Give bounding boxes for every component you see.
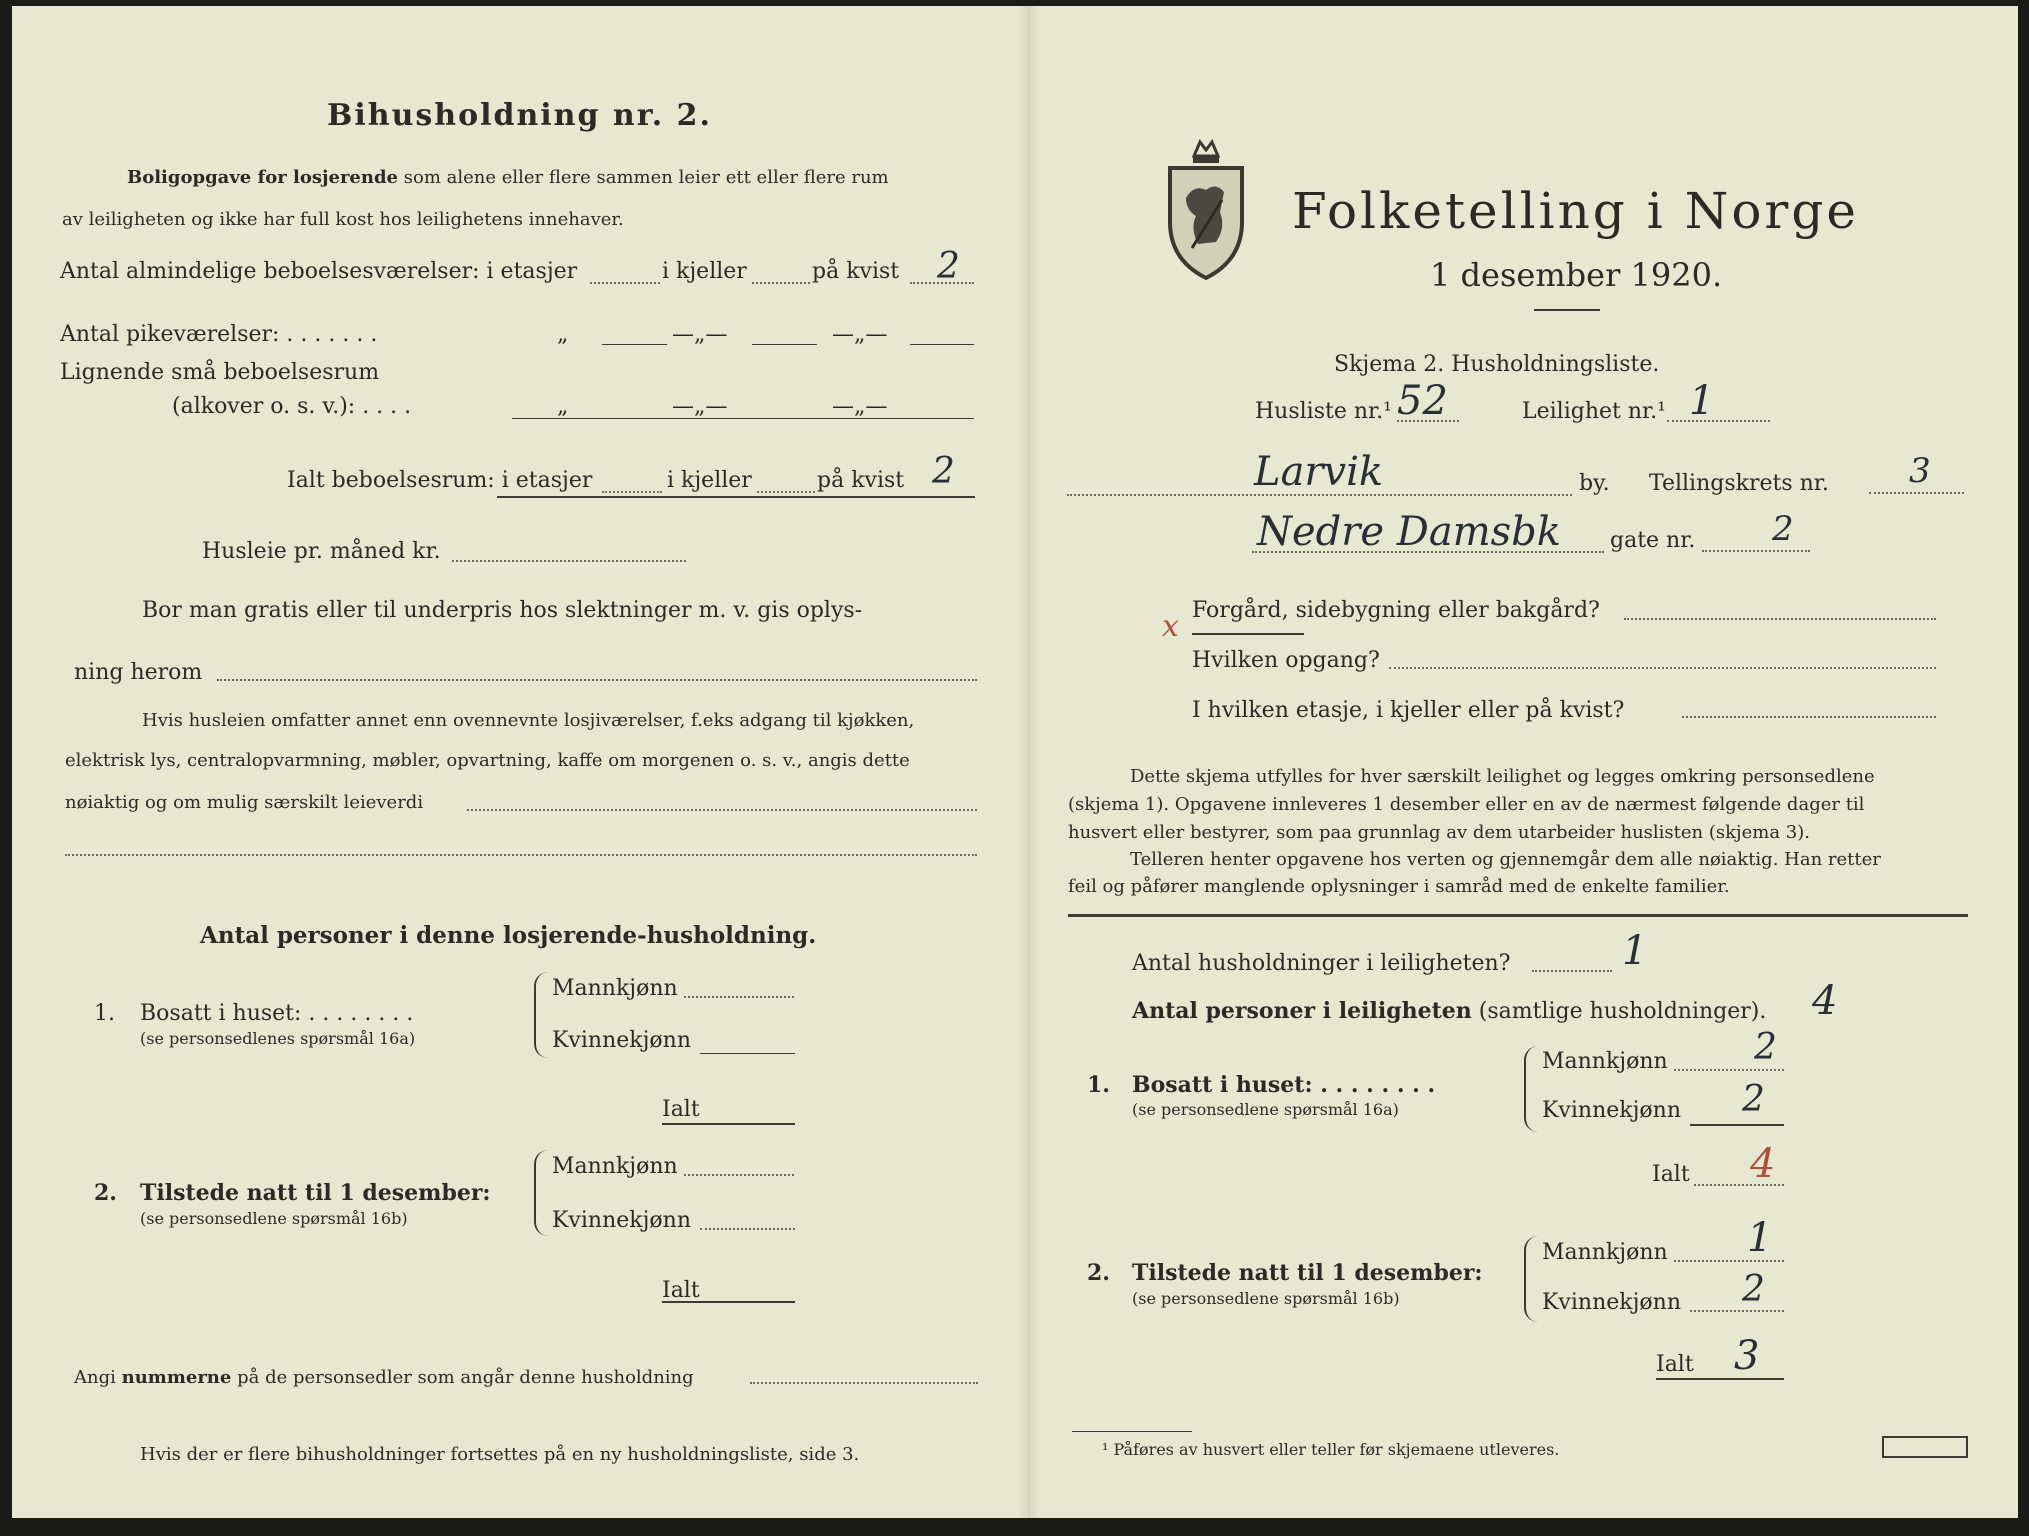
leilighet-value: 1 bbox=[1689, 378, 1715, 424]
right-q1-mann-field[interactable] bbox=[1674, 1069, 1784, 1071]
rooms-kjeller-field[interactable] bbox=[752, 282, 810, 284]
etasje-label: I hvilken etasje, i kjeller eller på kvist? bbox=[1192, 698, 1625, 723]
instr-line-1: Dette skjema utfylles for hver særskilt leilighet og legges omkring personsedlene bbox=[1130, 766, 1875, 787]
angi-field[interactable] bbox=[750, 1382, 978, 1384]
alkover-ditto-3: —„— bbox=[832, 394, 888, 419]
left-q2-kvinne-label: Kvinnekjønn bbox=[552, 1208, 691, 1233]
printer-stamp bbox=[1882, 1436, 1968, 1458]
right-q2-sub: (se personsedlene spørsmål 16b) bbox=[1132, 1289, 1400, 1308]
right-q1-ialt-value: 4 bbox=[1750, 1141, 1776, 1187]
right-q2-num: 2. bbox=[1087, 1260, 1110, 1286]
hvis-line-1: Hvis husleien omfatter annet enn ovennevnte losjiværelser, f.eks adgang til kjøkken, bbox=[142, 710, 915, 731]
ialt-rooms-label: Ialt beboelsesrum: i etasjer bbox=[287, 468, 593, 493]
right-date: 1 desember 1920. bbox=[1430, 256, 1723, 294]
left-q1-sub: (se personsedlenes spørsmål 16a) bbox=[140, 1029, 416, 1048]
left-q2-brace bbox=[534, 1150, 548, 1236]
pike-ditto-3: —„— bbox=[832, 322, 888, 347]
gate-nr-field[interactable] bbox=[1702, 550, 1810, 552]
skjema-label: Skjema 2. Husholdningsliste. bbox=[1334, 352, 1660, 377]
forgard-mark: x bbox=[1162, 609, 1179, 644]
rooms-kjeller-label: i kjeller bbox=[662, 259, 747, 284]
alkover-label: (alkover o. s. v.): . . . . bbox=[172, 394, 412, 419]
gate-nr-value: 2 bbox=[1772, 509, 1794, 549]
right-q2-kvinne-label: Kvinnekjønn bbox=[1542, 1290, 1681, 1315]
instr-line-3: husvert eller bestyrer, som paa grunnlag av dem utarbeider huslisten (skjema 3). bbox=[1068, 822, 1810, 843]
pike-ditto-2: —„— bbox=[672, 322, 728, 347]
footnote-rule bbox=[1072, 1431, 1192, 1432]
right-q1-kvinne-field[interactable] bbox=[1690, 1124, 1784, 1126]
tellingskrets-label: Tellingskrets nr. bbox=[1649, 471, 1829, 496]
right-q2-ialt-value: 3 bbox=[1734, 1333, 1760, 1379]
alkover-ditto-1: „ bbox=[557, 394, 569, 419]
forgard-label: Forgård, sidebygning eller bakgård? bbox=[1192, 598, 1600, 623]
left-q1-ialt-label: Ialt bbox=[662, 1097, 700, 1122]
left-q2-ialt-field[interactable] bbox=[662, 1301, 795, 1303]
left-q1-brace bbox=[534, 972, 548, 1058]
gate-label: gate nr. bbox=[1610, 528, 1696, 553]
right-q1-label: Bosatt i huset: . . . . . . . . bbox=[1132, 1072, 1436, 1098]
forgard-underline-mark bbox=[1192, 633, 1304, 635]
left-q2-label: Tilstede natt til 1 desember: bbox=[140, 1180, 491, 1206]
households-value: 1 bbox=[1622, 928, 1648, 974]
husliste-label: Husliste nr.¹ bbox=[1255, 399, 1392, 424]
rooms-label: Antal almindelige beboelsesværelser: i etasjer bbox=[60, 259, 578, 284]
alkover-field[interactable] bbox=[512, 418, 974, 419]
ialt-rooms-underline bbox=[497, 496, 975, 498]
leilighet-label: Leilighet nr.¹ bbox=[1522, 399, 1666, 424]
households-label: Antal husholdninger i leiligheten? bbox=[1132, 951, 1511, 976]
right-q1-kvinne-label: Kvinnekjønn bbox=[1542, 1098, 1681, 1123]
ialt-kvist-value: 2 bbox=[932, 451, 955, 492]
right-q2-kvinne-value: 2 bbox=[1742, 1269, 1765, 1310]
lignende-label: Lignende små beboelsesrum bbox=[60, 360, 380, 385]
ialt-kjeller-field[interactable] bbox=[757, 491, 815, 493]
hvis-line-3: nøiaktig og om mulig særskilt leieverdi bbox=[65, 792, 424, 813]
right-q1-ialt-label: Ialt bbox=[1652, 1162, 1690, 1187]
alkover-ditto-2: —„— bbox=[672, 394, 728, 419]
pike-label: Antal pikeværelser: . . . . . . . bbox=[60, 322, 378, 347]
norway-coat-of-arms-icon bbox=[1164, 136, 1248, 286]
left-q1-mann-field[interactable] bbox=[684, 996, 794, 998]
intro-line-2: av leiligheten og ikke har full kost hos leilighetens innehaver. bbox=[62, 209, 624, 230]
left-q1-label: Bosatt i huset: . . . . . . . . bbox=[140, 1001, 414, 1026]
left-q2-kvinne-field[interactable] bbox=[700, 1228, 795, 1230]
by-label: by. bbox=[1579, 471, 1610, 496]
left-footer: Hvis der er flere bihusholdninger fortsettes på en ny husholdningsliste, side 3. bbox=[140, 1444, 860, 1465]
persons-value: 4 bbox=[1812, 978, 1838, 1024]
gratis-line-1: Bor man gratis eller til underpris hos slektninger m. v. gis oplys- bbox=[142, 598, 863, 623]
forgard-field[interactable] bbox=[1624, 618, 1936, 620]
gate-field[interactable] bbox=[1252, 551, 1604, 553]
ialt-kvist-label: på kvist bbox=[817, 468, 905, 493]
leilighet-field[interactable] bbox=[1667, 420, 1770, 422]
instr-line-5: feil og påfører manglende oplysninger i samråd med de enkelte familier. bbox=[1068, 876, 1730, 897]
hvis-line-2: elektrisk lys, centralopvarmning, møbler, opvartning, kaffe om morgenen o. s. v., angis dette bbox=[65, 750, 910, 771]
right-q1-mann-label: Mannkjønn bbox=[1542, 1049, 1668, 1074]
right-q2-ialt-field[interactable] bbox=[1656, 1378, 1784, 1380]
husliste-value: 52 bbox=[1397, 378, 1448, 424]
right-q1-brace bbox=[1524, 1046, 1538, 1132]
left-q2-sub: (se personsedlene spørsmål 16b) bbox=[140, 1209, 408, 1228]
left-q2-num: 2. bbox=[94, 1180, 117, 1206]
rooms-kvist-value: 2 bbox=[937, 246, 960, 287]
rooms-etasjer-field[interactable] bbox=[590, 282, 660, 284]
rooms-kvist-label: på kvist bbox=[812, 259, 900, 284]
hvis-field-1[interactable] bbox=[467, 809, 977, 811]
right-q1-sub: (se personsedlene spørsmål 16a) bbox=[1132, 1100, 1399, 1119]
title-rule bbox=[1534, 309, 1600, 311]
left-q2-mann-label: Mannkjønn bbox=[552, 1154, 678, 1179]
right-footnote: ¹ Påføres av husvert eller teller før skjemaene utleveres. bbox=[1102, 1440, 1560, 1459]
right-q1-kvinne-value: 2 bbox=[1742, 1079, 1765, 1120]
by-value: Larvik bbox=[1254, 449, 1384, 495]
left-q2-mann-field[interactable] bbox=[684, 1174, 794, 1176]
census-form-sheet bbox=[12, 6, 2018, 1518]
pike-field-3[interactable] bbox=[910, 344, 974, 345]
right-q1-mann-value: 2 bbox=[1754, 1027, 1777, 1068]
right-q2-brace bbox=[1524, 1236, 1538, 1322]
left-q1-kvinne-label: Kvinnekjønn bbox=[552, 1028, 691, 1053]
gratis-line-2: ning herom bbox=[74, 660, 203, 685]
gratis-field[interactable] bbox=[217, 679, 977, 681]
left-persons-heading: Antal personer i denne losjerende-husholdning. bbox=[200, 922, 817, 949]
instr-line-2: (skjema 1). Opgavene innleveres 1 desember eller en av de nærmest følgende dager til bbox=[1068, 794, 1865, 815]
left-q1-ialt-field[interactable] bbox=[662, 1123, 795, 1125]
opgang-label: Hvilken opgang? bbox=[1192, 648, 1380, 673]
right-q2-mann-label: Mannkjønn bbox=[1542, 1240, 1668, 1265]
opgang-field[interactable] bbox=[1389, 667, 1936, 669]
page-fold bbox=[1017, 6, 1041, 1518]
hvis-field-2[interactable] bbox=[65, 854, 977, 856]
right-q1-num: 1. bbox=[1087, 1072, 1110, 1098]
right-title: Folketelling i Norge bbox=[1292, 182, 1859, 240]
left-q2-ialt-label: Ialt bbox=[662, 1278, 700, 1303]
left-q1-kvinne-field[interactable] bbox=[700, 1053, 795, 1054]
tellingskrets-field[interactable] bbox=[1869, 492, 1964, 494]
instructions-rule bbox=[1068, 914, 1968, 917]
husleie-field[interactable] bbox=[452, 560, 686, 562]
gate-value: Nedre Damsbk bbox=[1257, 509, 1562, 555]
husleie-label: Husleie pr. måned kr. bbox=[202, 539, 441, 564]
pike-ditto-1: „ bbox=[557, 322, 569, 347]
instr-line-4: Telleren henter opgavene hos verten og gjennemgår dem alle nøiaktig. Han retter bbox=[1130, 849, 1881, 870]
right-q2-ialt-label: Ialt bbox=[1656, 1352, 1694, 1377]
left-title: Bihusholdning nr. 2. bbox=[327, 98, 712, 133]
ialt-kjeller-label: i kjeller bbox=[667, 468, 752, 493]
pike-field-1[interactable] bbox=[602, 344, 667, 345]
right-q2-mann-value: 1 bbox=[1747, 1215, 1773, 1261]
left-q1-mann-label: Mannkjønn bbox=[552, 976, 678, 1001]
ialt-etasjer-field[interactable] bbox=[602, 491, 662, 493]
left-q1-num: 1. bbox=[94, 1001, 115, 1026]
right-q2-kvinne-field[interactable] bbox=[1690, 1310, 1784, 1312]
households-field[interactable] bbox=[1532, 970, 1612, 972]
intro-line-1: Boligopgave for losjerende som alene eller flere sammen leier ett eller flere rum bbox=[127, 167, 889, 188]
tellingskrets-value: 3 bbox=[1909, 451, 1931, 491]
right-q2-label: Tilstede natt til 1 desember: bbox=[1132, 1260, 1483, 1286]
persons-line: Antal personer i leiligheten (samtlige husholdninger). bbox=[1132, 998, 1767, 1024]
pike-field-2[interactable] bbox=[752, 344, 817, 345]
angi-line: Angi nummerne på de personsedler som angår denne husholdning bbox=[74, 1367, 694, 1388]
by-field[interactable] bbox=[1067, 494, 1572, 496]
etasje-field[interactable] bbox=[1682, 716, 1936, 718]
